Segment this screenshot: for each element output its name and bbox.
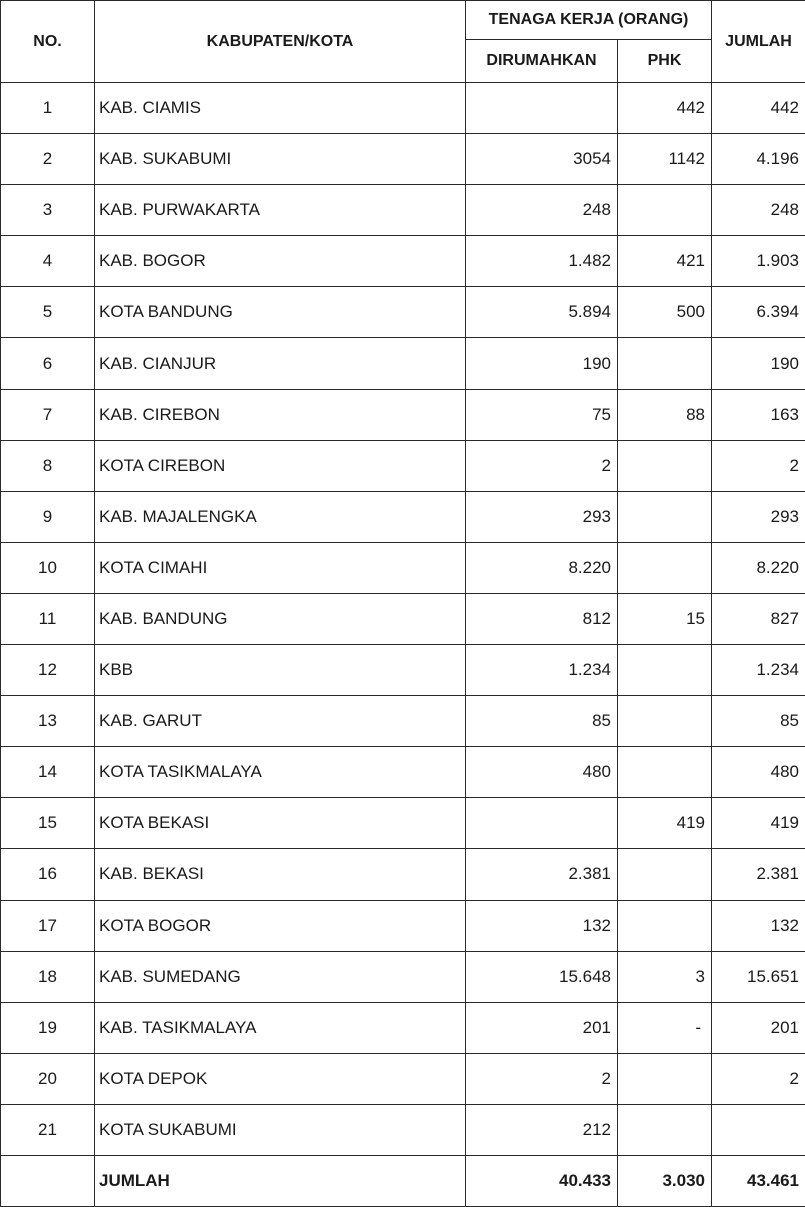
row-jumlah: 2.381 [712, 849, 805, 900]
row-phk: 442 [618, 83, 712, 134]
row-no: 18 [1, 951, 95, 1002]
row-no: 14 [1, 747, 95, 798]
row-no: 13 [1, 696, 95, 747]
table-body [1, 83, 805, 1207]
row-phk: 1142 [618, 134, 712, 185]
table-row [1, 542, 805, 593]
row-jumlah: 15.651 [712, 951, 805, 1002]
row-dirumahkan: 3054 [466, 134, 618, 185]
row-dirumahkan: 75 [466, 389, 618, 440]
row-region: KOTA BOGOR [95, 900, 466, 951]
row-jumlah: 201 [712, 1002, 805, 1053]
row-no: 17 [1, 900, 95, 951]
row-jumlah: 4.196 [712, 134, 805, 185]
table-row [1, 900, 805, 951]
row-dirumahkan: 812 [466, 593, 618, 644]
row-region: KAB. GARUT [95, 696, 466, 747]
row-phk: 419 [618, 798, 712, 849]
row-no: 2 [1, 134, 95, 185]
total-jumlah: 43.461 [712, 1155, 805, 1206]
row-dirumahkan: 15.648 [466, 951, 618, 1002]
row-jumlah: 419 [712, 798, 805, 849]
header-dirumahkan: DIRUMAHKAN [466, 40, 618, 83]
total-phk: 3.030 [618, 1155, 712, 1206]
table-row [1, 185, 805, 236]
header-phk: PHK [618, 40, 712, 83]
row-jumlah: 85 [712, 696, 805, 747]
table-row [1, 389, 805, 440]
row-jumlah [712, 1104, 805, 1155]
table-row [1, 747, 805, 798]
row-dirumahkan: 2 [466, 1053, 618, 1104]
row-region: KAB. BOGOR [95, 236, 466, 287]
total-row [1, 1155, 805, 1206]
row-jumlah: 2 [712, 1053, 805, 1104]
row-region: KOTA TASIKMALAYA [95, 747, 466, 798]
row-no: 8 [1, 440, 95, 491]
row-phk [618, 185, 712, 236]
header-no: NO. [1, 1, 95, 83]
row-region: KOTA BANDUNG [95, 287, 466, 338]
row-region: KAB. SUMEDANG [95, 951, 466, 1002]
header-jumlah: JUMLAH [712, 1, 805, 83]
row-region: KBB [95, 645, 466, 696]
row-region: KAB. MAJALENGKA [95, 491, 466, 542]
row-dirumahkan: 201 [466, 1002, 618, 1053]
row-phk: - [618, 1002, 712, 1053]
header-group: TENAGA KERJA (ORANG) [466, 1, 712, 40]
table-row [1, 593, 805, 644]
total-label: JUMLAH [95, 1155, 466, 1206]
row-dirumahkan: 212 [466, 1104, 618, 1155]
row-phk [618, 1104, 712, 1155]
row-region: KOTA DEPOK [95, 1053, 466, 1104]
row-phk [618, 491, 712, 542]
table-row [1, 287, 805, 338]
row-jumlah: 293 [712, 491, 805, 542]
row-dirumahkan [466, 798, 618, 849]
row-dirumahkan: 2 [466, 440, 618, 491]
row-dirumahkan: 2.381 [466, 849, 618, 900]
table-row [1, 798, 805, 849]
table-row [1, 440, 805, 491]
row-phk [618, 900, 712, 951]
total-no [1, 1155, 95, 1206]
row-dirumahkan: 248 [466, 185, 618, 236]
table-row [1, 134, 805, 185]
row-no: 12 [1, 645, 95, 696]
row-no: 11 [1, 593, 95, 644]
row-region: KOTA CIREBON [95, 440, 466, 491]
row-dirumahkan: 8.220 [466, 542, 618, 593]
row-region: KOTA CIMAHI [95, 542, 466, 593]
row-dirumahkan: 293 [466, 491, 618, 542]
row-phk [618, 440, 712, 491]
row-dirumahkan: 5.894 [466, 287, 618, 338]
row-jumlah: 827 [712, 593, 805, 644]
row-phk [618, 849, 712, 900]
row-jumlah: 1.903 [712, 236, 805, 287]
row-dirumahkan: 1.234 [466, 645, 618, 696]
row-phk: 88 [618, 389, 712, 440]
row-phk [618, 696, 712, 747]
row-no: 1 [1, 83, 95, 134]
row-dirumahkan: 132 [466, 900, 618, 951]
row-no: 19 [1, 1002, 95, 1053]
row-jumlah: 8.220 [712, 542, 805, 593]
table-row [1, 338, 805, 389]
row-region: KAB. CIANJUR [95, 338, 466, 389]
table-row [1, 951, 805, 1002]
header-region: KABUPATEN/KOTA [95, 1, 466, 83]
row-phk [618, 338, 712, 389]
table-row [1, 1053, 805, 1104]
row-jumlah: 132 [712, 900, 805, 951]
row-region: KAB. CIREBON [95, 389, 466, 440]
row-jumlah: 2 [712, 440, 805, 491]
row-no: 5 [1, 287, 95, 338]
row-dirumahkan: 480 [466, 747, 618, 798]
row-phk: 421 [618, 236, 712, 287]
row-phk: 15 [618, 593, 712, 644]
row-region: KAB. BANDUNG [95, 593, 466, 644]
row-no: 16 [1, 849, 95, 900]
table-row [1, 696, 805, 747]
row-dirumahkan [466, 83, 618, 134]
row-region: KAB. SUKABUMI [95, 134, 466, 185]
row-region: KAB. BEKASI [95, 849, 466, 900]
row-jumlah: 190 [712, 338, 805, 389]
row-no: 3 [1, 185, 95, 236]
row-dirumahkan: 85 [466, 696, 618, 747]
row-phk [618, 1053, 712, 1104]
row-phk: 3 [618, 951, 712, 1002]
row-phk [618, 747, 712, 798]
row-jumlah: 163 [712, 389, 805, 440]
row-region: KOTA BEKASI [95, 798, 466, 849]
row-no: 4 [1, 236, 95, 287]
table-row [1, 83, 805, 134]
row-jumlah: 1.234 [712, 645, 805, 696]
row-jumlah: 480 [712, 747, 805, 798]
table-row [1, 849, 805, 900]
row-phk: 500 [618, 287, 712, 338]
total-dirumahkan: 40.433 [466, 1155, 618, 1206]
row-region: KAB. PURWAKARTA [95, 185, 466, 236]
row-region: KOTA SUKABUMI [95, 1104, 466, 1155]
row-region: KAB. TASIKMALAYA [95, 1002, 466, 1053]
table-row [1, 236, 805, 287]
table-row [1, 1104, 805, 1155]
row-no: 7 [1, 389, 95, 440]
row-jumlah: 248 [712, 185, 805, 236]
row-no: 20 [1, 1053, 95, 1104]
row-no: 21 [1, 1104, 95, 1155]
table-row [1, 491, 805, 542]
table-row [1, 645, 805, 696]
row-dirumahkan: 190 [466, 338, 618, 389]
row-no: 6 [1, 338, 95, 389]
table-row [1, 1002, 805, 1053]
row-no: 10 [1, 542, 95, 593]
row-phk [618, 645, 712, 696]
row-no: 15 [1, 798, 95, 849]
row-no: 9 [1, 491, 95, 542]
row-region: KAB. CIAMIS [95, 83, 466, 134]
row-jumlah: 6.394 [712, 287, 805, 338]
row-jumlah: 442 [712, 83, 805, 134]
row-phk [618, 542, 712, 593]
row-dirumahkan: 1.482 [466, 236, 618, 287]
